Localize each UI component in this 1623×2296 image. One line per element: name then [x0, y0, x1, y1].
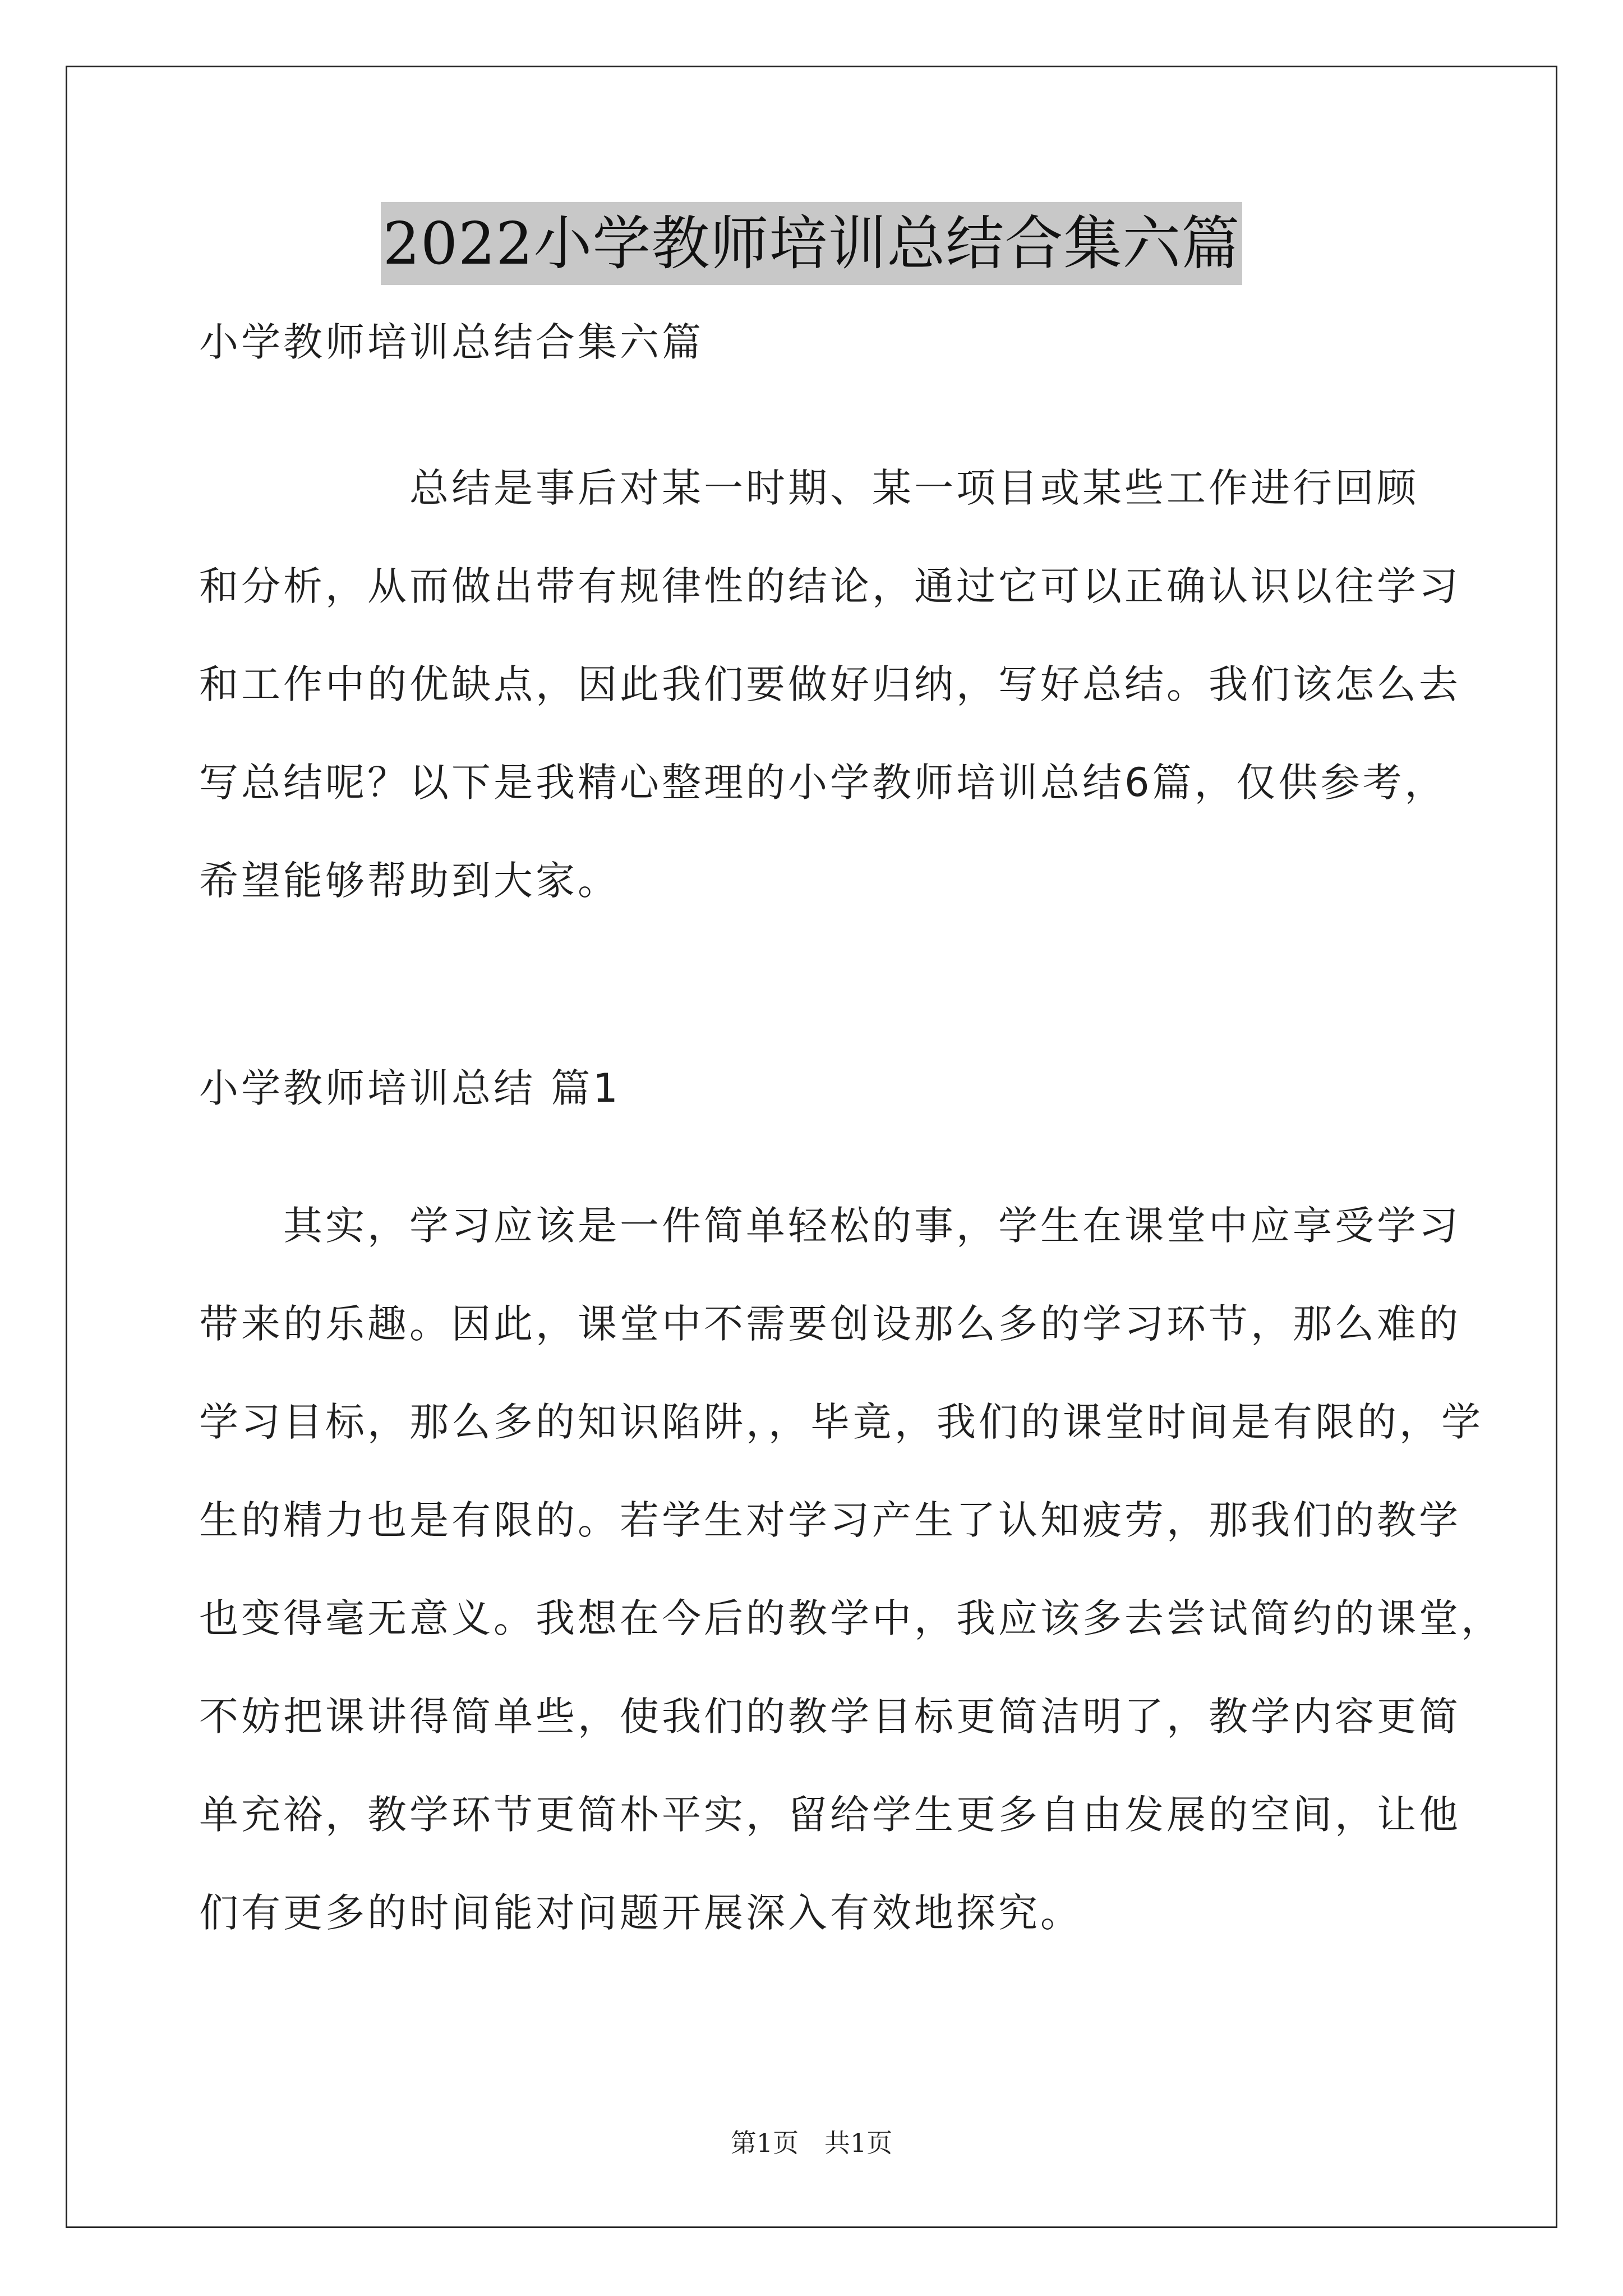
intro-line: 写总结呢？以下是我精心整理的小学教师培训总结6篇，仅供参考， [199, 760, 1447, 806]
section-line: 不妨把课讲得简单些，使我们的教学目标更简洁明了，教学内容更简 [199, 1694, 1461, 1740]
intro-line: 和分析，从而做出带有规律性的结论，通过它可以正确认识以往学习 [199, 563, 1461, 609]
section-line: 其实，学习应该是一件简单轻松的事，学生在课堂中应享受学习 [199, 1203, 1461, 1249]
document-title: 2022小学教师培训总结合集六篇 [381, 202, 1243, 285]
section-line: 们有更多的时间能对问题开展深入有效地探究。 [199, 1890, 1082, 1936]
title-container [0, 202, 1623, 285]
section-line: 带来的乐趣。因此，课堂中不需要创设那么多的学习环节，那么难的 [199, 1301, 1461, 1347]
section-line: 也变得毫无意义。我想在今后的教学中，我应该多去尝试简约的课堂， [199, 1595, 1503, 1641]
intro-line: 希望能够帮助到大家。 [199, 858, 620, 904]
section-heading: 小学教师培训总结 篇1 [199, 1065, 621, 1111]
section-line: 单充裕，教学环节更简朴平实，留给学生更多自由发展的空间，让他 [199, 1792, 1461, 1838]
section-line: 生的精力也是有限的。若学生对学习产生了认知疲劳，那我们的教学 [199, 1497, 1461, 1543]
document-subtitle: 小学教师培训总结合集六篇 [199, 319, 704, 365]
section-line: 学习目标，那么多的知识陷阱，，毕竟，我们的课堂时间是有限的，学 [199, 1399, 1483, 1445]
page-footer: 第1页 共1页 [730, 2128, 893, 2158]
intro-line: 总结是事后对某一时期、某一项目或某些工作进行回顾 [199, 465, 1419, 511]
intro-line: 和工作中的优缺点，因此我们要做好归纳，写好总结。我们该怎么去 [199, 661, 1461, 707]
